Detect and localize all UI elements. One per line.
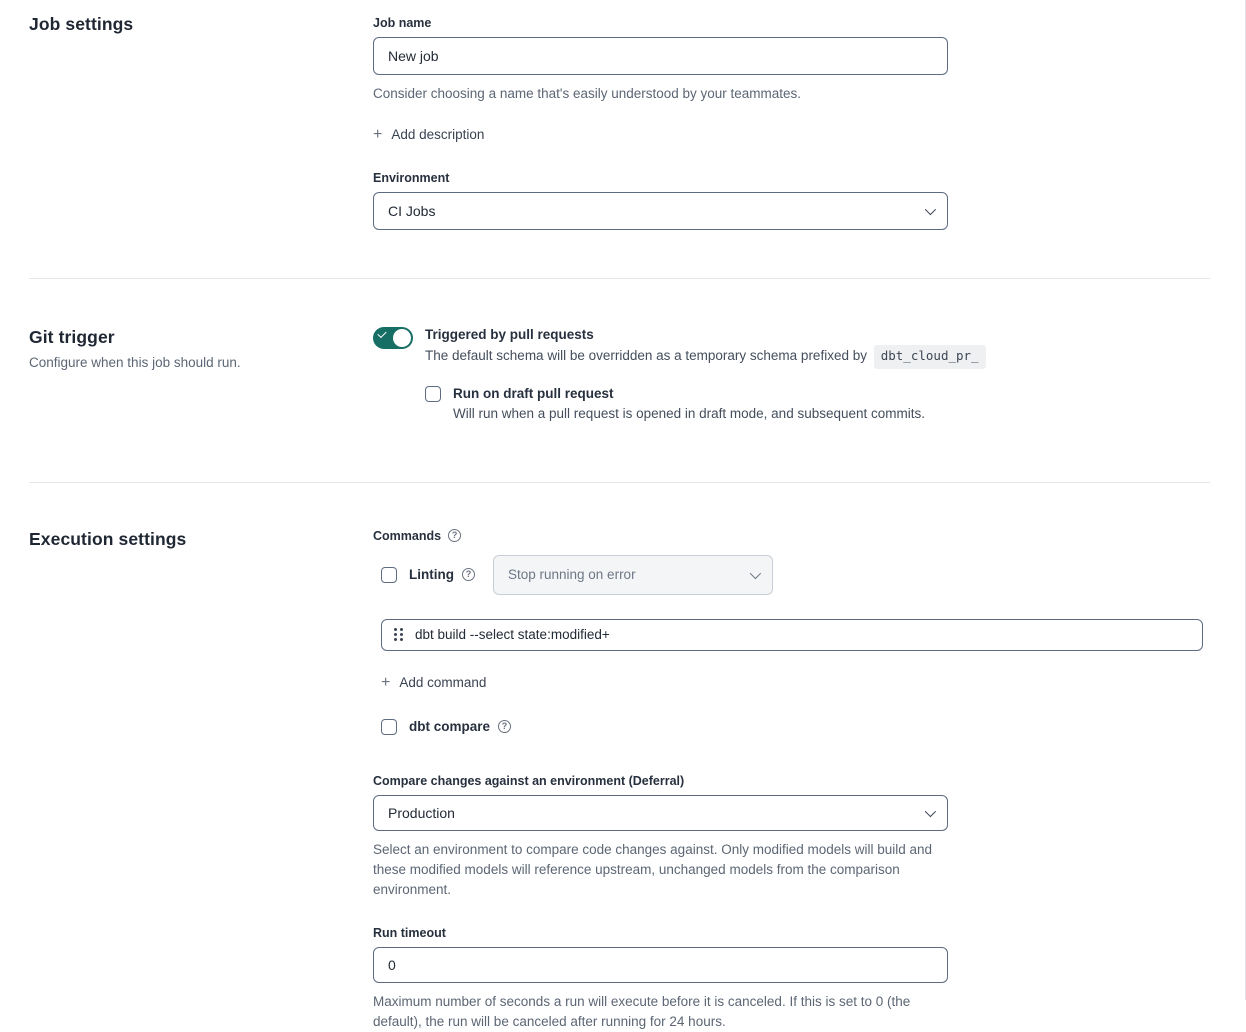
git-trigger-title: Git trigger (29, 326, 115, 347)
deferral-select[interactable] (373, 795, 948, 831)
draft-pr-row (425, 386, 1210, 424)
deferral-label: Compare changes against an environment (Deferral) (373, 773, 685, 788)
run-timeout-input[interactable] (373, 947, 948, 983)
section-execution-settings (29, 483, 1210, 1032)
pull-request-toggle-label: Triggered by pull requests (425, 326, 594, 342)
deferral-field (373, 772, 1210, 900)
chevron-down-icon (925, 806, 936, 817)
linting-checkbox[interactable] (381, 567, 397, 583)
dbt-compare-row (381, 719, 1210, 735)
dbt-compare-label: dbt compare (409, 719, 491, 735)
job-name-helper: Consider choosing a name that's easily understood by your teammates. (373, 86, 802, 101)
pull-request-toggle-description: The default schema will be overridden as a temporary schema prefixed by dbt_cloud_pr_ (425, 345, 986, 369)
section-job-settings (29, 0, 1210, 230)
draft-pr-label: Run on draft pull request (453, 385, 614, 401)
schema-prefix-code: dbt_cloud_pr_ (874, 345, 986, 369)
run-timeout-helper: Maximum number of seconds a run will execute before it is canceled. If this is set to 0 (the default), the run will be canceled after running for 24 hours. (373, 993, 911, 1029)
check-icon (377, 329, 386, 338)
deferral-select-value: Production (388, 804, 455, 821)
run-timeout-label: Run timeout (373, 925, 446, 940)
job-name-label: Job name (373, 16, 432, 30)
linting-mode-select[interactable] (493, 555, 773, 595)
environment-select-value: CI Jobs (388, 202, 436, 219)
linting-row (381, 555, 1210, 595)
environment-select[interactable] (373, 192, 948, 230)
drag-handle-icon[interactable] (394, 628, 403, 641)
linting-label: Linting (409, 567, 454, 583)
dbt-compare-help-icon[interactable]: ? (498, 720, 511, 733)
add-description-label: Add description (391, 127, 485, 143)
toggle-knob (393, 329, 411, 347)
commands-label-row (373, 529, 1210, 543)
draft-pr-checkbox[interactable] (425, 386, 441, 402)
add-command-label: Add command (399, 675, 487, 691)
commands-help-icon[interactable]: ? (448, 529, 461, 542)
add-description-button[interactable] (373, 127, 484, 143)
execution-settings-title: Execution settings (29, 528, 187, 549)
command-text: dbt build --select state:modified+ (415, 627, 610, 643)
plus-icon: + (381, 673, 391, 691)
job-name-input[interactable] (373, 37, 948, 75)
section-git-trigger (29, 279, 1210, 482)
add-command-button[interactable] (381, 675, 486, 691)
plus-icon: + (373, 125, 383, 143)
chevron-down-icon (925, 204, 936, 215)
pull-request-toggle-row (373, 327, 1210, 369)
environment-label: Environment (373, 170, 450, 185)
command-row[interactable] (381, 619, 1203, 651)
commands-label: Commands (373, 528, 442, 543)
run-timeout-field (373, 924, 1210, 1032)
dbt-compare-checkbox[interactable] (381, 719, 397, 735)
chevron-down-icon (750, 568, 761, 579)
pull-request-toggle[interactable] (373, 327, 413, 349)
deferral-helper: Select an environment to compare code changes against. Only modified models will build and these modified models will reference upstream, unchanged models from the comparison environment. (373, 841, 933, 897)
git-trigger-subtitle: Configure when this job should run. (29, 354, 241, 370)
linting-mode-select-value: Stop running on error (507, 567, 636, 583)
draft-pr-description: Will run when a pull request is opened in draft mode, and subsequent commits. (453, 405, 926, 421)
linting-help-icon[interactable]: ? (462, 568, 475, 581)
job-settings-title: Job settings (29, 14, 134, 34)
